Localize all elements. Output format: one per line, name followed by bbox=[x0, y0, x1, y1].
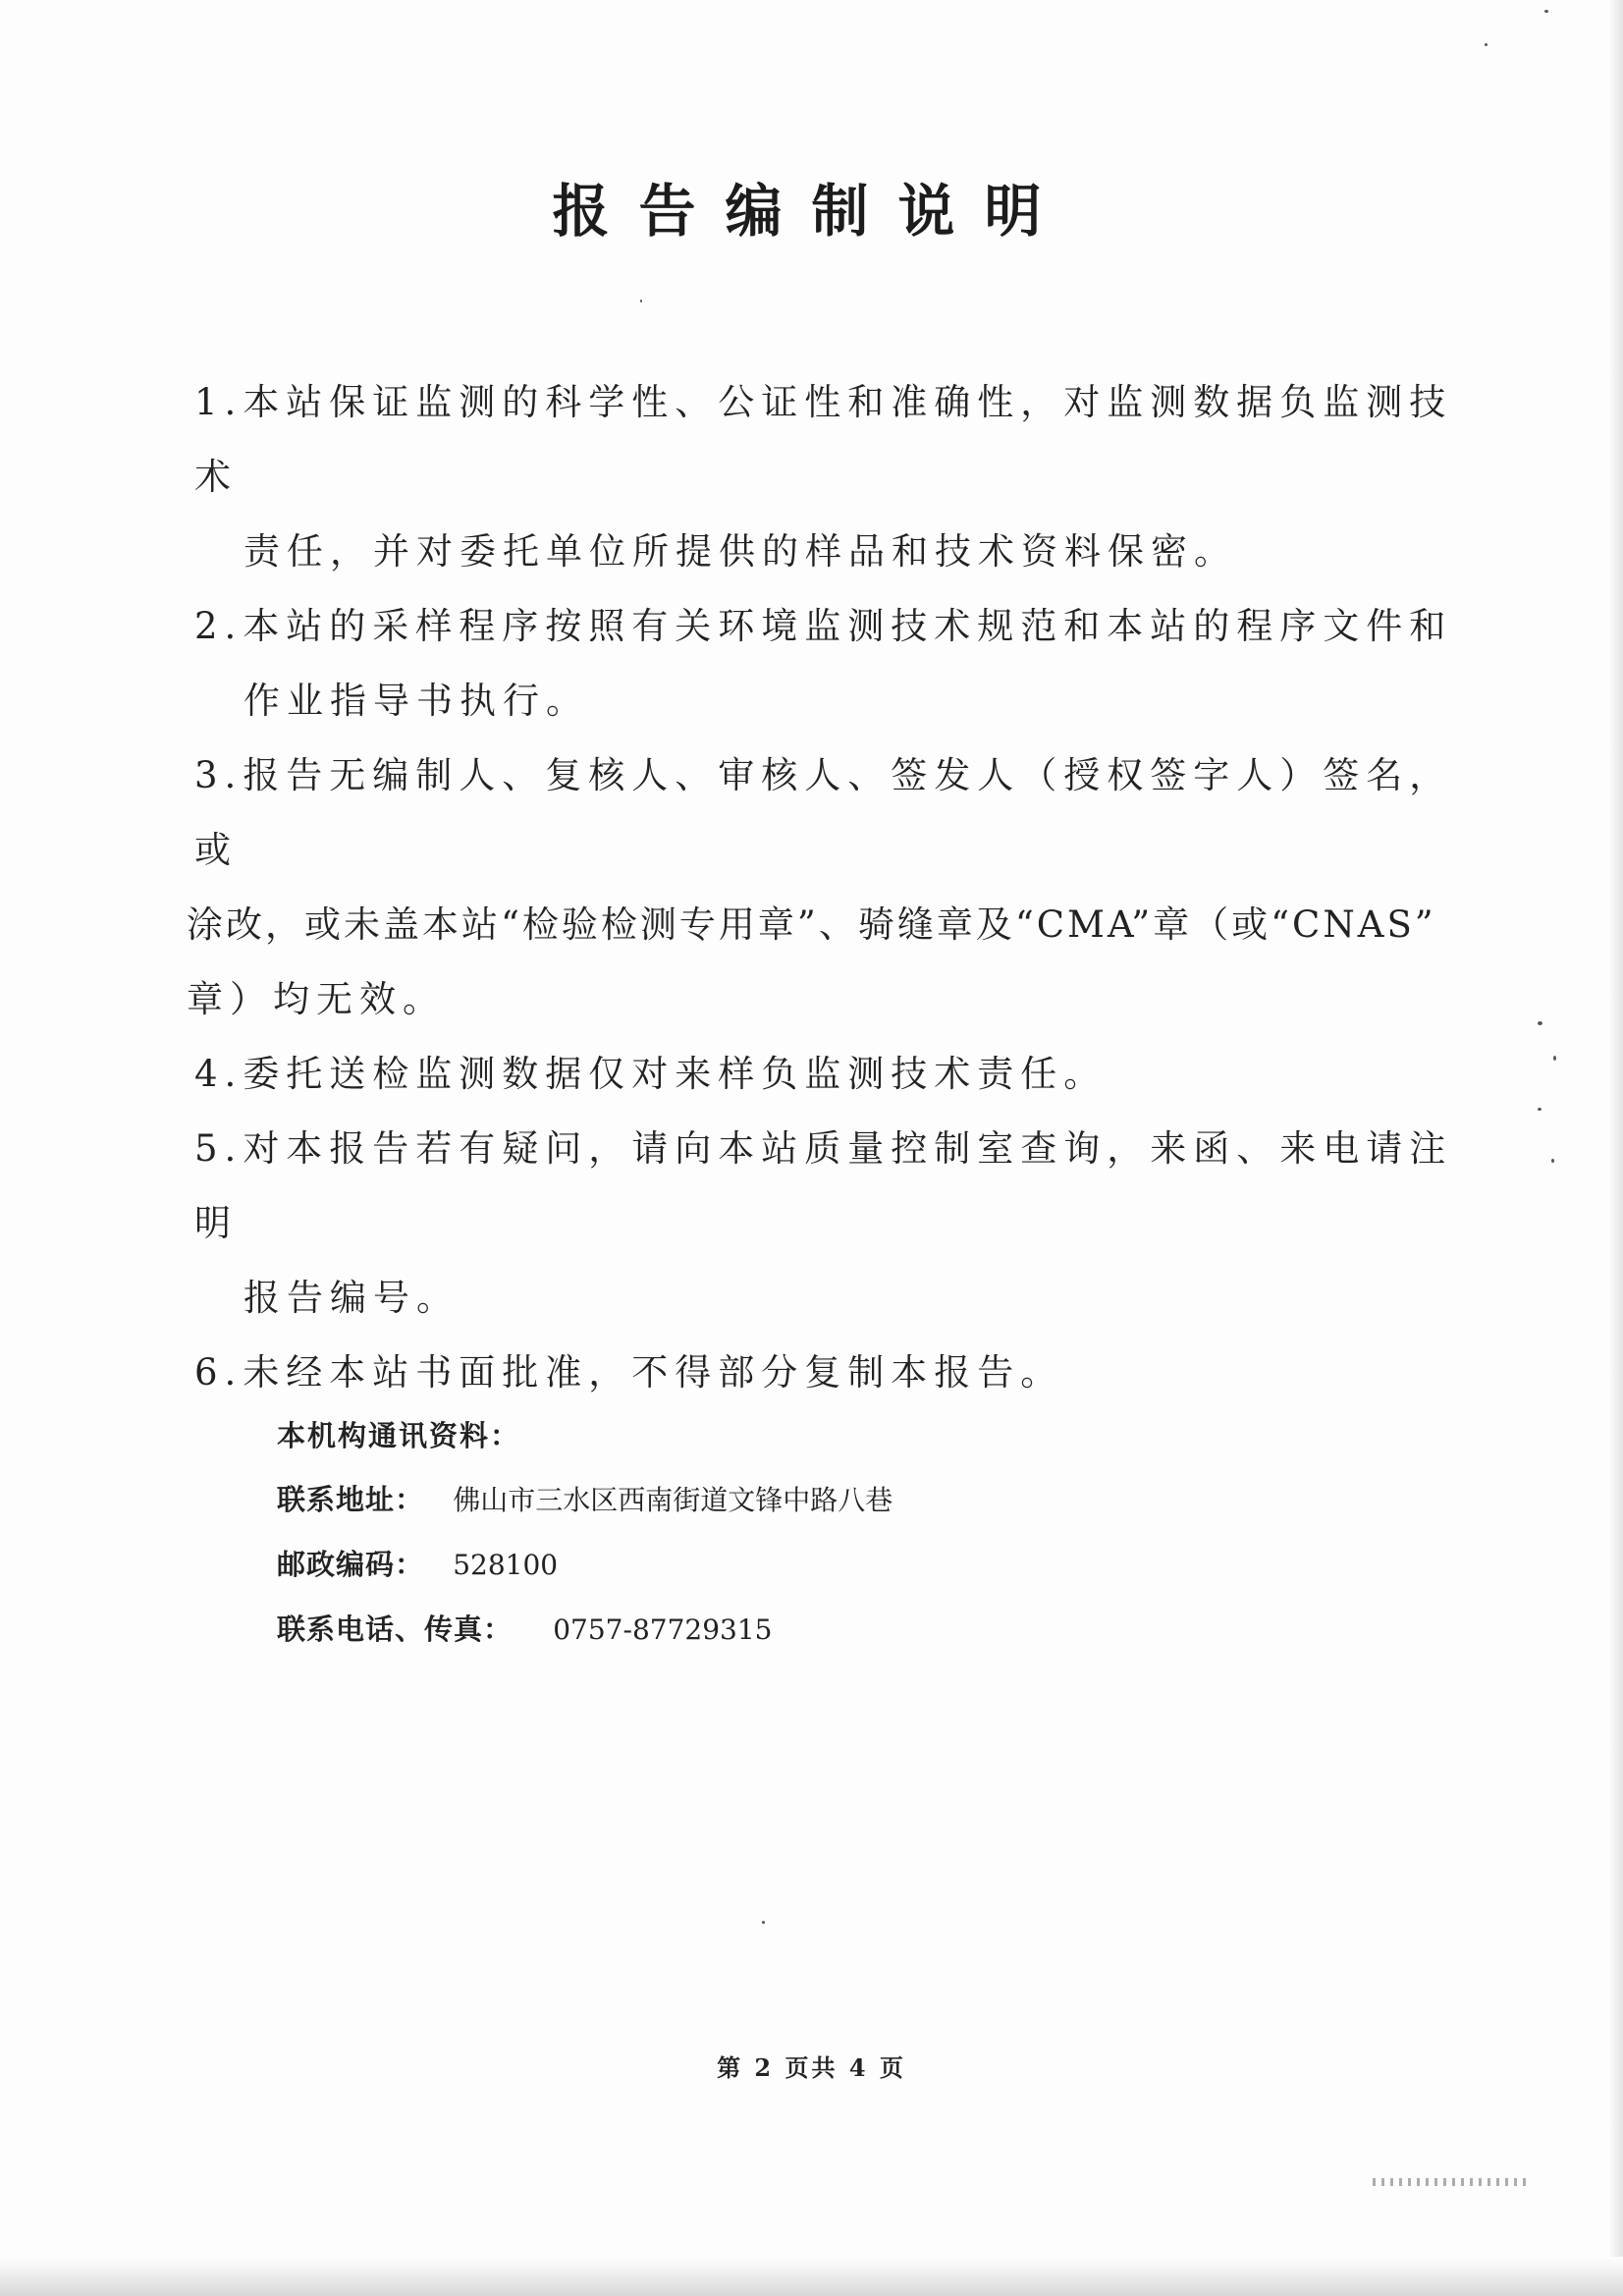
contact-phone-row bbox=[277, 1597, 1161, 1662]
item-text: 本站保证监测的科学性、公证性和准确性，对监测数据负监测技术 bbox=[194, 381, 1453, 498]
item-number: 4. bbox=[194, 1053, 243, 1095]
item-text: 报告无编制人、复核人、审核人、签发人（授权签字人）签名，或 bbox=[194, 754, 1453, 871]
address-label: 联系地址： bbox=[277, 1483, 425, 1516]
item-number: 1. bbox=[194, 381, 243, 423]
item-text-continued: 责任，并对委托单位所提供的样品和技术资料保密。 bbox=[243, 530, 1237, 573]
item-text-continued: 作业指导书执行。 bbox=[243, 680, 589, 722]
item-number: 6. bbox=[194, 1351, 243, 1394]
list-item bbox=[194, 589, 1461, 738]
item-text-line: 涂改，或未盖本站“检验检测专用章”、骑缝章及“CMA”章（或“CNAS” bbox=[187, 903, 1436, 946]
postcode-label: 邮政编码： bbox=[277, 1548, 425, 1581]
page-number: 第 2 页共 4 页 bbox=[717, 2053, 906, 2082]
list-item bbox=[194, 1112, 1461, 1336]
item-text: 委托送检监测数据仅对来样负监测技术责任。 bbox=[243, 1053, 1108, 1095]
item-number: 3. bbox=[194, 754, 243, 796]
item-text: 对本报告若有疑问，请向本站质量控制室查询，来函、来电请注明 bbox=[194, 1127, 1453, 1244]
item-number: 2. bbox=[194, 605, 243, 647]
contact-heading: 本机构通讯资料： bbox=[277, 1419, 521, 1452]
item-text: 未经本站书面批准，不得部分复制本报告。 bbox=[243, 1351, 1064, 1394]
list-item bbox=[194, 365, 1461, 589]
item-text: 本站的采样程序按照有关环境监测技术规范和本站的程序文件和 bbox=[243, 605, 1453, 647]
contact-address-row bbox=[277, 1467, 1161, 1532]
list-item bbox=[194, 1037, 1461, 1112]
contact-postcode-row bbox=[277, 1532, 1161, 1597]
item-number: 5. bbox=[194, 1127, 243, 1170]
address-value: 佛山市三水区西南街道文锋中路八巷 bbox=[453, 1484, 893, 1516]
contact-info bbox=[277, 1404, 1161, 1662]
page-title: 报告编制说明 bbox=[552, 178, 1071, 245]
item-text-continued: 报告编号。 bbox=[243, 1277, 460, 1319]
list-item bbox=[194, 1336, 1461, 1410]
instruction-list bbox=[187, 365, 1461, 1410]
scan-edge-bottom bbox=[0, 2257, 1623, 2296]
item-text-line: 章）均无效。 bbox=[187, 978, 446, 1020]
phone-label: 联系电话、传真： bbox=[277, 1613, 514, 1646]
scan-artifact bbox=[1373, 2178, 1530, 2186]
list-item bbox=[187, 738, 1461, 1037]
scan-edge-right bbox=[1609, 0, 1623, 2296]
postcode-value: 528100 bbox=[453, 1549, 559, 1581]
phone-value: 0757-87729315 bbox=[553, 1613, 773, 1646]
